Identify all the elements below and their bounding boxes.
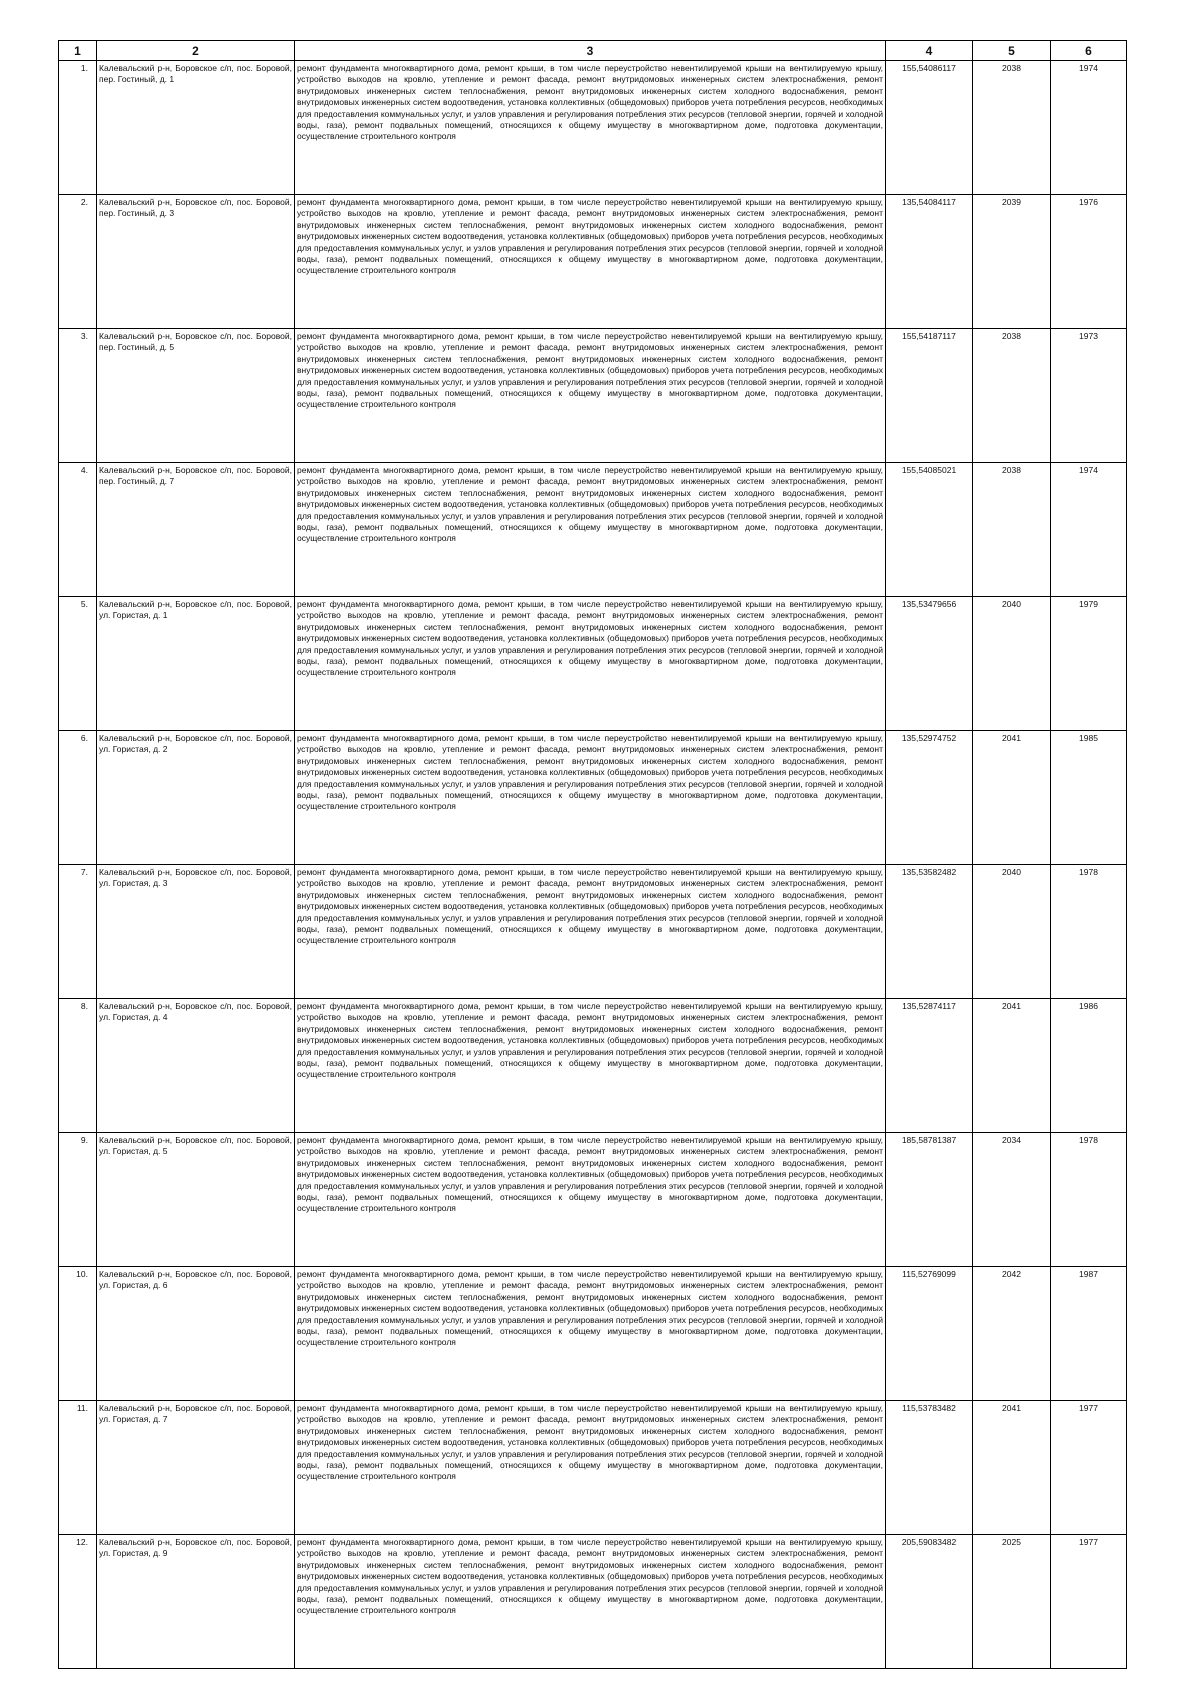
table-row — [59, 731, 1127, 865]
table-header-row — [59, 41, 1127, 61]
built-year-cell: 1978 — [1051, 1133, 1127, 1267]
value-cell: 135,53479656 — [886, 597, 973, 731]
address-cell: Калевальский р-н, Боровское с/п, пос. Боровой, ул. Гористая, д. 3 — [97, 865, 295, 999]
repair-program-table — [58, 40, 1127, 1669]
column-header-4: 4 — [886, 41, 973, 61]
address-cell: Калевальский р-н, Боровское с/п, пос. Боровой, ул. Гористая, д. 5 — [97, 1133, 295, 1267]
table-row — [59, 597, 1127, 731]
works-cell: ремонт фундамента многоквартирного дома, ремонт крыши, в том числе переустройство невентилируемой крыши на вентилируемую крышу, устройство выходов на кровлю, утепление и ремонт фасада, ремонт внутридомовых инженерных систем электроснабжения, ремонт внутридомовых инженерных систем теплоснабжения, ремонт внутридомовых инженерных систем холодного водоснабжения, ремонт внутридомовых инженерных систем водоотведения, установка коллективных (общедомовых) приборов учета потребления ресурсов, необходимых для предоставления коммунальных услуг, и узлов управления и регулирования потребления этих ресурсов (тепловой энергии, горячей и холодной воды, газа), ремонт подвальных помещений, относящихся к общему имуществу в многоквартирном доме, подготовка документации, осуществление строительного контроля — [295, 731, 886, 865]
table-row — [59, 999, 1127, 1133]
works-cell: ремонт фундамента многоквартирного дома, ремонт крыши, в том числе переустройство невентилируемой крыши на вентилируемую крышу, устройство выходов на кровлю, утепление и ремонт фасада, ремонт внутридомовых инженерных систем электроснабжения, ремонт внутридомовых инженерных систем теплоснабжения, ремонт внутридомовых инженерных систем холодного водоснабжения, ремонт внутридомовых инженерных систем водоотведения, установка коллективных (общедомовых) приборов учета потребления ресурсов, необходимых для предоставления коммунальных услуг, и узлов управления и регулирования потребления этих ресурсов (тепловой энергии, горячей и холодной воды, газа), ремонт подвальных помещений, относящихся к общему имуществу в многоквартирном доме, подготовка документации, осуществление строительного контроля — [295, 1401, 886, 1535]
row-number: 9. — [59, 1133, 97, 1267]
works-cell: ремонт фундамента многоквартирного дома, ремонт крыши, в том числе переустройство невентилируемой крыши на вентилируемую крышу, устройство выходов на кровлю, утепление и ремонт фасада, ремонт внутридомовых инженерных систем электроснабжения, ремонт внутридомовых инженерных систем теплоснабжения, ремонт внутридомовых инженерных систем холодного водоснабжения, ремонт внутридомовых инженерных систем водоотведения, установка коллективных (общедомовых) приборов учета потребления ресурсов, необходимых для предоставления коммунальных услуг, и узлов управления и регулирования потребления этих ресурсов (тепловой энергии, горячей и холодной воды, газа), ремонт подвальных помещений, относящихся к общему имуществу в многоквартирном доме, подготовка документации, осуществление строительного контроля — [295, 195, 886, 329]
row-number: 2. — [59, 195, 97, 329]
year-cell: 2038 — [973, 329, 1051, 463]
row-number: 4. — [59, 463, 97, 597]
year-cell: 2025 — [973, 1535, 1051, 1669]
address-cell: Калевальский р-н, Боровское с/п, пос. Боровой, ул. Гористая, д. 9 — [97, 1535, 295, 1669]
works-cell: ремонт фундамента многоквартирного дома, ремонт крыши, в том числе переустройство невентилируемой крыши на вентилируемую крышу, устройство выходов на кровлю, утепление и ремонт фасада, ремонт внутридомовых инженерных систем электроснабжения, ремонт внутридомовых инженерных систем теплоснабжения, ремонт внутридомовых инженерных систем холодного водоснабжения, ремонт внутридомовых инженерных систем водоотведения, установка коллективных (общедомовых) приборов учета потребления ресурсов, необходимых для предоставления коммунальных услуг, и узлов управления и регулирования потребления этих ресурсов (тепловой энергии, горячей и холодной воды, газа), ремонт подвальных помещений, относящихся к общему имуществу в многоквартирном доме, подготовка документации, осуществление строительного контроля — [295, 61, 886, 195]
row-number: 12. — [59, 1535, 97, 1669]
column-header-6: 6 — [1051, 41, 1127, 61]
year-cell: 2038 — [973, 61, 1051, 195]
address-cell: Калевальский р-н, Боровское с/п, пос. Боровой, пер. Гостиный, д. 5 — [97, 329, 295, 463]
column-header-5: 5 — [973, 41, 1051, 61]
built-year-cell: 1974 — [1051, 61, 1127, 195]
column-header-3: 3 — [295, 41, 886, 61]
address-cell: Калевальский р-н, Боровское с/п, пос. Боровой, пер. Гостиный, д. 1 — [97, 61, 295, 195]
year-cell: 2039 — [973, 195, 1051, 329]
address-cell: Калевальский р-н, Боровское с/п, пос. Боровой, пер. Гостиный, д. 7 — [97, 463, 295, 597]
address-cell: Калевальский р-н, Боровское с/п, пос. Боровой, пер. Гостиный, д. 3 — [97, 195, 295, 329]
value-cell: 115,52769099 — [886, 1267, 973, 1401]
year-cell: 2041 — [973, 999, 1051, 1133]
table-row — [59, 1133, 1127, 1267]
value-cell: 135,52874117 — [886, 999, 973, 1133]
table-row — [59, 1267, 1127, 1401]
year-cell: 2040 — [973, 865, 1051, 999]
table-row — [59, 61, 1127, 195]
built-year-cell: 1973 — [1051, 329, 1127, 463]
value-cell: 155,54086117 — [886, 61, 973, 195]
works-cell: ремонт фундамента многоквартирного дома, ремонт крыши, в том числе переустройство невентилируемой крыши на вентилируемую крышу, устройство выходов на кровлю, утепление и ремонт фасада, ремонт внутридомовых инженерных систем электроснабжения, ремонт внутридомовых инженерных систем теплоснабжения, ремонт внутридомовых инженерных систем холодного водоснабжения, ремонт внутридомовых инженерных систем водоотведения, установка коллективных (общедомовых) приборов учета потребления ресурсов, необходимых для предоставления коммунальных услуг, и узлов управления и регулирования потребления этих ресурсов (тепловой энергии, горячей и холодной воды, газа), ремонт подвальных помещений, относящихся к общему имуществу в многоквартирном доме, подготовка документации, осуществление строительного контроля — [295, 463, 886, 597]
address-cell: Калевальский р-н, Боровское с/п, пос. Боровой, ул. Гористая, д. 4 — [97, 999, 295, 1133]
column-header-1: 1 — [59, 41, 97, 61]
year-cell: 2041 — [973, 1401, 1051, 1535]
works-cell: ремонт фундамента многоквартирного дома, ремонт крыши, в том числе переустройство невентилируемой крыши на вентилируемую крышу, устройство выходов на кровлю, утепление и ремонт фасада, ремонт внутридомовых инженерных систем электроснабжения, ремонт внутридомовых инженерных систем теплоснабжения, ремонт внутридомовых инженерных систем холодного водоснабжения, ремонт внутридомовых инженерных систем водоотведения, установка коллективных (общедомовых) приборов учета потребления ресурсов, необходимых для предоставления коммунальных услуг, и узлов управления и регулирования потребления этих ресурсов (тепловой энергии, горячей и холодной воды, газа), ремонт подвальных помещений, относящихся к общему имуществу в многоквартирном доме, подготовка документации, осуществление строительного контроля — [295, 865, 886, 999]
row-number: 3. — [59, 329, 97, 463]
works-cell: ремонт фундамента многоквартирного дома, ремонт крыши, в том числе переустройство невентилируемой крыши на вентилируемую крышу, устройство выходов на кровлю, утепление и ремонт фасада, ремонт внутридомовых инженерных систем электроснабжения, ремонт внутридомовых инженерных систем теплоснабжения, ремонт внутридомовых инженерных систем холодного водоснабжения, ремонт внутридомовых инженерных систем водоотведения, установка коллективных (общедомовых) приборов учета потребления ресурсов, необходимых для предоставления коммунальных услуг, и узлов управления и регулирования потребления этих ресурсов (тепловой энергии, горячей и холодной воды, газа), ремонт подвальных помещений, относящихся к общему имуществу в многоквартирном доме, подготовка документации, осуществление строительного контроля — [295, 597, 886, 731]
value-cell: 155,54085021 — [886, 463, 973, 597]
year-cell: 2040 — [973, 597, 1051, 731]
table-row — [59, 463, 1127, 597]
address-cell: Калевальский р-н, Боровское с/п, пос. Боровой, ул. Гористая, д. 1 — [97, 597, 295, 731]
works-cell: ремонт фундамента многоквартирного дома, ремонт крыши, в том числе переустройство невентилируемой крыши на вентилируемую крышу, устройство выходов на кровлю, утепление и ремонт фасада, ремонт внутридомовых инженерных систем электроснабжения, ремонт внутридомовых инженерных систем теплоснабжения, ремонт внутридомовых инженерных систем холодного водоснабжения, ремонт внутридомовых инженерных систем водоотведения, установка коллективных (общедомовых) приборов учета потребления ресурсов, необходимых для предоставления коммунальных услуг, и узлов управления и регулирования потребления этих ресурсов (тепловой энергии, горячей и холодной воды, газа), ремонт подвальных помещений, относящихся к общему имуществу в многоквартирном доме, подготовка документации, осуществление строительного контроля — [295, 1535, 886, 1669]
address-cell: Калевальский р-н, Боровское с/п, пос. Боровой, ул. Гористая, д. 2 — [97, 731, 295, 865]
row-number: 8. — [59, 999, 97, 1133]
built-year-cell: 1986 — [1051, 999, 1127, 1133]
value-cell: 135,52974752 — [886, 731, 973, 865]
table-row — [59, 1401, 1127, 1535]
built-year-cell: 1987 — [1051, 1267, 1127, 1401]
works-cell: ремонт фундамента многоквартирного дома, ремонт крыши, в том числе переустройство невентилируемой крыши на вентилируемую крышу, устройство выходов на кровлю, утепление и ремонт фасада, ремонт внутридомовых инженерных систем электроснабжения, ремонт внутридомовых инженерных систем теплоснабжения, ремонт внутридомовых инженерных систем холодного водоснабжения, ремонт внутридомовых инженерных систем водоотведения, установка коллективных (общедомовых) приборов учета потребления ресурсов, необходимых для предоставления коммунальных услуг, и узлов управления и регулирования потребления этих ресурсов (тепловой энергии, горячей и холодной воды, газа), ремонт подвальных помещений, относящихся к общему имуществу в многоквартирном доме, подготовка документации, осуществление строительного контроля — [295, 329, 886, 463]
built-year-cell: 1979 — [1051, 597, 1127, 731]
works-cell: ремонт фундамента многоквартирного дома, ремонт крыши, в том числе переустройство невентилируемой крыши на вентилируемую крышу, устройство выходов на кровлю, утепление и ремонт фасада, ремонт внутридомовых инженерных систем электроснабжения, ремонт внутридомовых инженерных систем теплоснабжения, ремонт внутридомовых инженерных систем холодного водоснабжения, ремонт внутридомовых инженерных систем водоотведения, установка коллективных (общедомовых) приборов учета потребления ресурсов, необходимых для предоставления коммунальных услуг, и узлов управления и регулирования потребления этих ресурсов (тепловой энергии, горячей и холодной воды, газа), ремонт подвальных помещений, относящихся к общему имуществу в многоквартирном доме, подготовка документации, осуществление строительного контроля — [295, 1267, 886, 1401]
row-number: 1. — [59, 61, 97, 195]
year-cell: 2038 — [973, 463, 1051, 597]
row-number: 6. — [59, 731, 97, 865]
table-row — [59, 1535, 1127, 1669]
row-number: 10. — [59, 1267, 97, 1401]
column-header-2: 2 — [97, 41, 295, 61]
built-year-cell: 1976 — [1051, 195, 1127, 329]
year-cell: 2034 — [973, 1133, 1051, 1267]
value-cell: 155,54187117 — [886, 329, 973, 463]
built-year-cell: 1977 — [1051, 1401, 1127, 1535]
built-year-cell: 1977 — [1051, 1535, 1127, 1669]
table-row — [59, 329, 1127, 463]
built-year-cell: 1974 — [1051, 463, 1127, 597]
document-page — [58, 40, 1126, 1669]
value-cell: 135,54084117 — [886, 195, 973, 329]
built-year-cell: 1985 — [1051, 731, 1127, 865]
value-cell: 135,53582482 — [886, 865, 973, 999]
table-body — [59, 61, 1127, 1669]
year-cell: 2041 — [973, 731, 1051, 865]
built-year-cell: 1978 — [1051, 865, 1127, 999]
value-cell: 115,53783482 — [886, 1401, 973, 1535]
address-cell: Калевальский р-н, Боровское с/п, пос. Боровой, ул. Гористая, д. 6 — [97, 1267, 295, 1401]
row-number: 7. — [59, 865, 97, 999]
address-cell: Калевальский р-н, Боровское с/п, пос. Боровой, ул. Гористая, д. 7 — [97, 1401, 295, 1535]
row-number: 5. — [59, 597, 97, 731]
value-cell: 185,58781387 — [886, 1133, 973, 1267]
works-cell: ремонт фундамента многоквартирного дома, ремонт крыши, в том числе переустройство невентилируемой крыши на вентилируемую крышу, устройство выходов на кровлю, утепление и ремонт фасада, ремонт внутридомовых инженерных систем электроснабжения, ремонт внутридомовых инженерных систем теплоснабжения, ремонт внутридомовых инженерных систем холодного водоснабжения, ремонт внутридомовых инженерных систем водоотведения, установка коллективных (общедомовых) приборов учета потребления ресурсов, необходимых для предоставления коммунальных услуг, и узлов управления и регулирования потребления этих ресурсов (тепловой энергии, горячей и холодной воды, газа), ремонт подвальных помещений, относящихся к общему имуществу в многоквартирном доме, подготовка документации, осуществление строительного контроля — [295, 999, 886, 1133]
value-cell: 205,59083482 — [886, 1535, 973, 1669]
works-cell: ремонт фундамента многоквартирного дома, ремонт крыши, в том числе переустройство невентилируемой крыши на вентилируемую крышу, устройство выходов на кровлю, утепление и ремонт фасада, ремонт внутридомовых инженерных систем электроснабжения, ремонт внутридомовых инженерных систем теплоснабжения, ремонт внутридомовых инженерных систем холодного водоснабжения, ремонт внутридомовых инженерных систем водоотведения, установка коллективных (общедомовых) приборов учета потребления ресурсов, необходимых для предоставления коммунальных услуг, и узлов управления и регулирования потребления этих ресурсов (тепловой энергии, горячей и холодной воды, газа), ремонт подвальных помещений, относящихся к общему имуществу в многоквартирном доме, подготовка документации, осуществление строительного контроля — [295, 1133, 886, 1267]
row-number: 11. — [59, 1401, 97, 1535]
year-cell: 2042 — [973, 1267, 1051, 1401]
table-row — [59, 865, 1127, 999]
table-row — [59, 195, 1127, 329]
